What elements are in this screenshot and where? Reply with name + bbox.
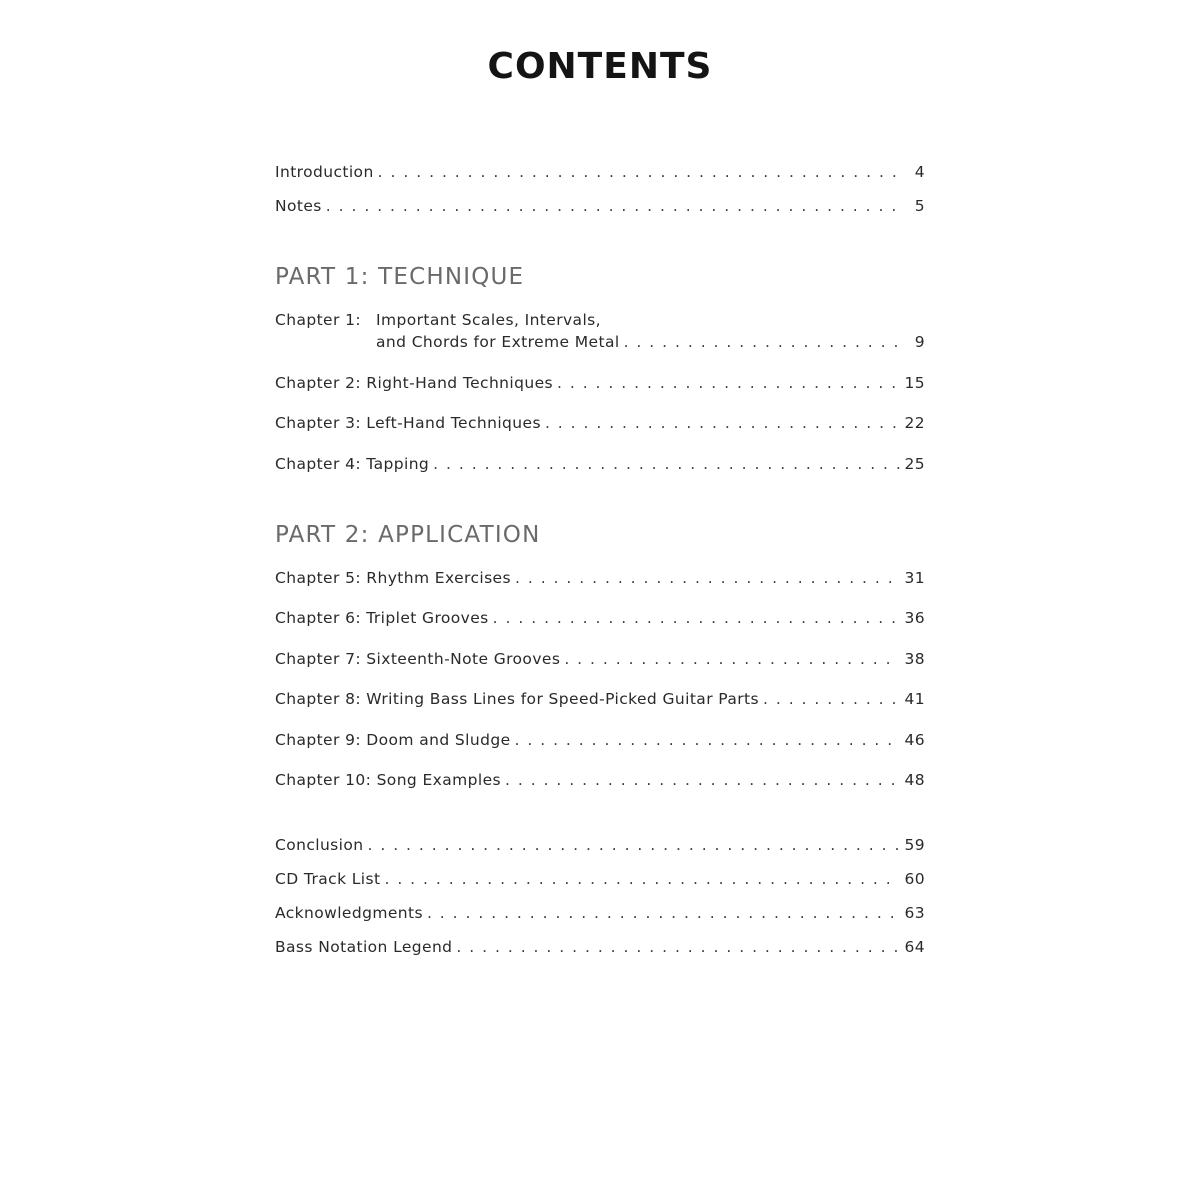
dot-leader xyxy=(456,938,900,956)
toc-entry-page: 31 xyxy=(904,569,925,587)
toc-entry-chapter-1[interactable] xyxy=(275,311,925,333)
dot-leader xyxy=(493,609,901,627)
toc-entry-label: Chapter 8: Writing Bass Lines for Speed-Picked Guitar Parts xyxy=(275,690,759,708)
toc-entry-label: Conclusion xyxy=(275,836,364,854)
dot-leader xyxy=(326,197,903,215)
toc-entry-acknowledgments[interactable] xyxy=(275,904,925,926)
toc-entry-label: Chapter 5: Rhythm Exercises xyxy=(275,569,511,587)
toc-entry-page: 64 xyxy=(904,938,925,956)
toc-entry-page: 5 xyxy=(914,197,925,215)
toc-entry-page: 41 xyxy=(904,690,925,708)
chapter-title-line1: Important Scales, Intervals, xyxy=(376,311,601,329)
toc-entry-label: Chapter 6: Triplet Grooves xyxy=(275,609,489,627)
toc-entry-label: Notes xyxy=(275,197,322,215)
toc-entry-chapter-2[interactable] xyxy=(275,374,925,396)
toc-entry-bass-notation-legend[interactable] xyxy=(275,938,925,960)
toc-entry-page: 59 xyxy=(904,836,925,854)
dot-leader xyxy=(564,650,900,668)
dot-leader xyxy=(427,904,901,922)
toc-entry-page: 9 xyxy=(914,333,925,351)
toc-entry-page: 22 xyxy=(904,414,925,432)
dot-leader xyxy=(384,870,900,888)
dot-leader xyxy=(515,731,901,749)
toc-entry-label: Chapter 10: Song Examples xyxy=(275,771,502,789)
chapter-title-line2: and Chords for Extreme Metal xyxy=(376,333,620,351)
toc-entry-chapter-5[interactable] xyxy=(275,569,925,591)
toc-entry-chapter-3[interactable] xyxy=(275,414,925,436)
toc-entry-page: 63 xyxy=(904,904,925,922)
part2-heading: PART 2: APPLICATION xyxy=(275,522,541,548)
toc-entry-conclusion[interactable] xyxy=(275,836,925,858)
toc-entry-label: Chapter 9: Doom and Sludge xyxy=(275,731,511,749)
dot-leader xyxy=(557,374,900,392)
toc-entry-chapter-10[interactable] xyxy=(275,771,925,793)
toc-entry-label: Acknowledgments xyxy=(275,904,423,922)
toc-entry-page: 60 xyxy=(904,870,925,888)
toc-entry-cd-track-list[interactable] xyxy=(275,870,925,892)
dot-leader xyxy=(545,414,901,432)
chapter-prefix: Chapter 1: xyxy=(275,311,361,329)
dot-leader xyxy=(624,333,903,351)
toc-entry-page: 38 xyxy=(904,650,925,668)
page-title: CONTENTS xyxy=(487,46,713,87)
toc-entry-notes[interactable] xyxy=(275,197,925,219)
toc-entry-page: 36 xyxy=(904,609,925,627)
toc-entry-label: Chapter 3: Left-Hand Techniques xyxy=(275,414,541,432)
toc-entry-label: Bass Notation Legend xyxy=(275,938,453,956)
toc-entry-chapter-8[interactable] xyxy=(275,690,925,712)
dot-leader xyxy=(367,836,900,854)
toc-entry-page: 25 xyxy=(904,455,925,473)
dot-leader xyxy=(433,455,900,473)
dot-leader xyxy=(763,690,900,708)
dot-leader xyxy=(515,569,900,587)
toc-entry-label: Chapter 2: Right-Hand Techniques xyxy=(275,374,553,392)
toc-entry-chapter-6[interactable] xyxy=(275,609,925,631)
toc-entry-page: 48 xyxy=(904,771,925,789)
toc-entry-chapter-7[interactable] xyxy=(275,650,925,672)
toc-entry-chapter-1-line2[interactable] xyxy=(376,333,925,355)
dot-leader xyxy=(505,771,900,789)
toc-entry-label: Chapter 7: Sixteenth-Note Grooves xyxy=(275,650,561,668)
toc-entry-label: Chapter 4: Tapping xyxy=(275,455,430,473)
toc-entry-label: CD Track List xyxy=(275,870,381,888)
dot-leader xyxy=(378,163,903,181)
part1-heading: PART 1: TECHNIQUE xyxy=(275,264,525,290)
toc-entry-chapter-4[interactable] xyxy=(275,455,925,477)
toc-entry-page: 46 xyxy=(904,731,925,749)
toc-entry-page: 15 xyxy=(904,374,925,392)
toc-entry-chapter-9[interactable] xyxy=(275,731,925,753)
toc-entry-introduction[interactable] xyxy=(275,163,925,185)
toc-entry-label: Introduction xyxy=(275,163,374,181)
toc-entry-page: 4 xyxy=(914,163,925,181)
